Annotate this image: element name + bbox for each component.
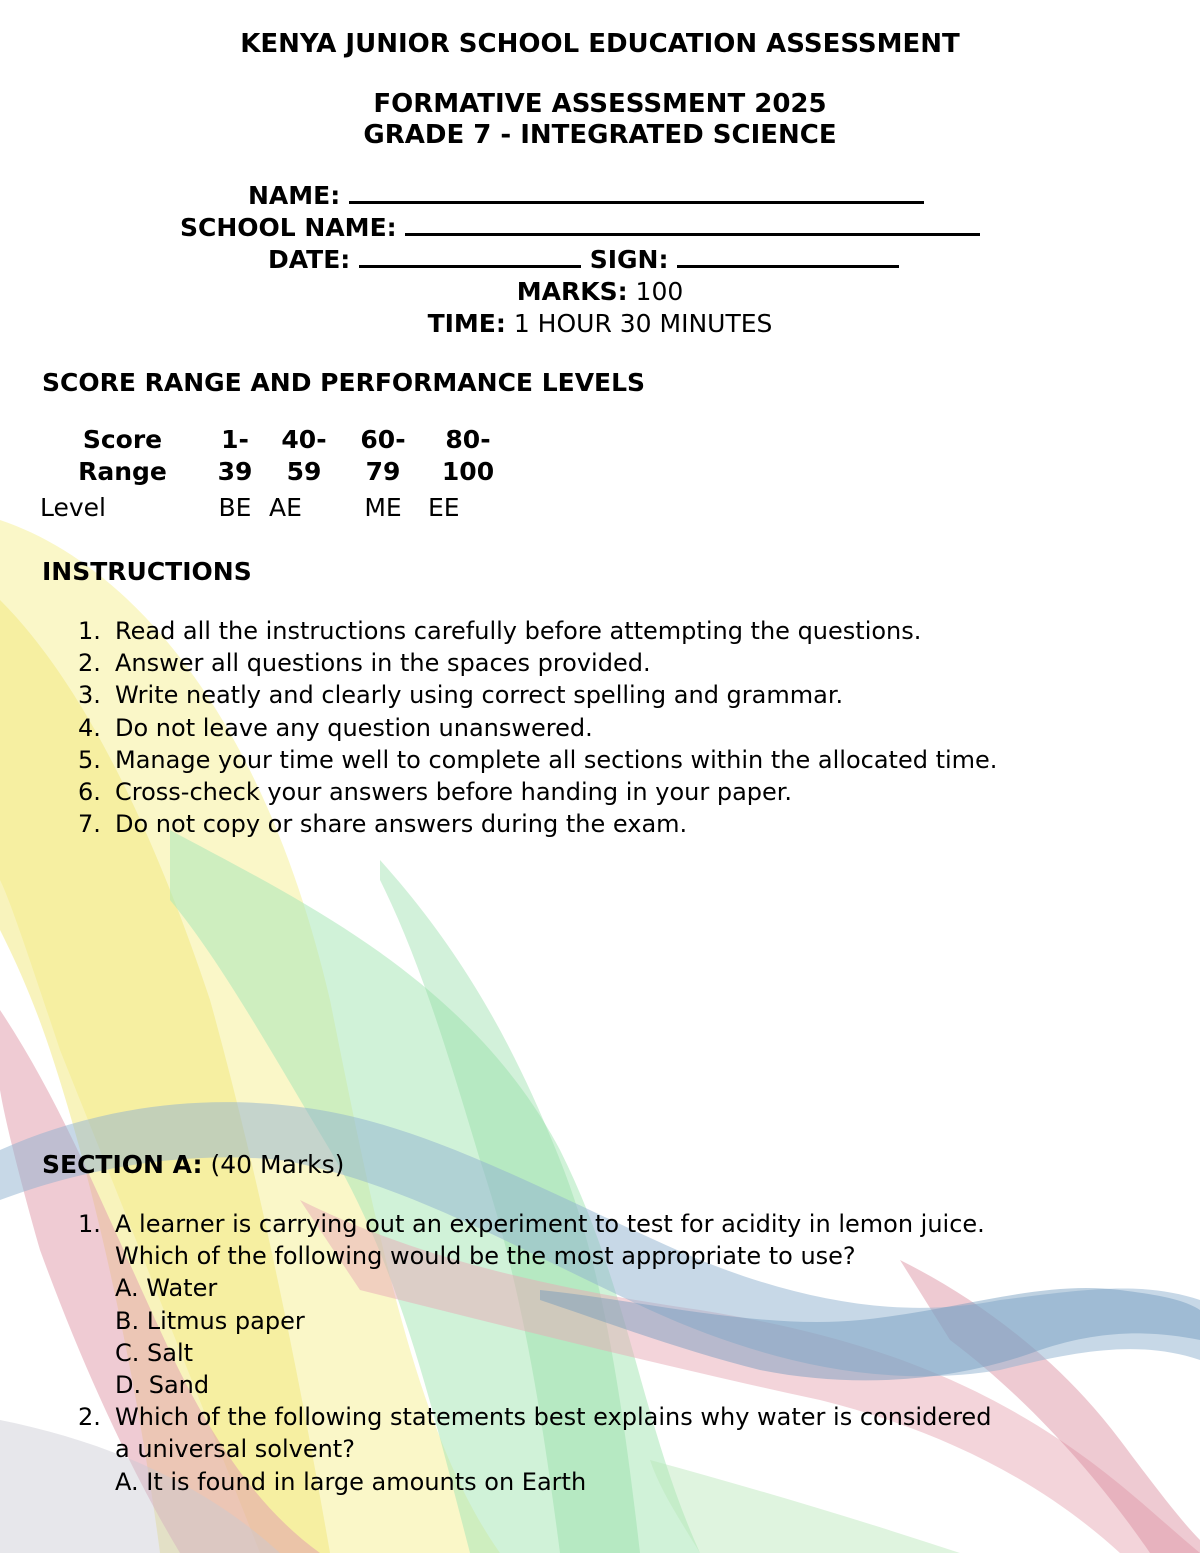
time-line: [0, 308, 1200, 340]
section-a-heading: [42, 1149, 344, 1181]
item-number: 1.: [78, 617, 101, 645]
time-value: 1 HOUR 30 MINUTES: [513, 309, 773, 338]
range-cell: [205, 424, 265, 488]
range-from: 1-: [221, 425, 249, 454]
sign-line[interactable]: [677, 243, 899, 268]
instructions-heading: INSTRUCTIONS: [42, 557, 252, 586]
name-label: NAME:: [248, 181, 341, 210]
range-cell: [343, 424, 423, 488]
range-from: 60-: [360, 425, 406, 454]
answer-option[interactable]: B. Litmus paper: [115, 1306, 305, 1335]
question-number: 2.: [78, 1403, 101, 1432]
exam-grade-subject: GRADE 7 - INTEGRATED SCIENCE: [363, 120, 837, 150]
list-item: [42, 647, 997, 679]
item-number: 7.: [78, 810, 101, 839]
time-label: TIME:: [427, 309, 506, 338]
range-to: 39: [217, 457, 253, 486]
item-text: Cross-check your answers before handing in your paper.: [115, 778, 793, 807]
range-cell: [423, 424, 513, 488]
sign-label: SIGN:: [589, 245, 669, 274]
answer-option[interactable]: A. It is found in large amounts on Earth: [115, 1467, 587, 1496]
item-number: 6.: [78, 778, 101, 807]
school-name-field[interactable]: [180, 211, 980, 244]
score-range-header: [40, 424, 205, 488]
item-number: 4.: [78, 713, 101, 742]
list-item: [42, 679, 997, 711]
level-cell: AE: [269, 493, 302, 522]
section-a-questions: [42, 1208, 991, 1498]
list-item: [42, 712, 997, 744]
name-line[interactable]: [349, 179, 924, 204]
marks-label: MARKS:: [516, 277, 628, 306]
range-to: 59: [286, 457, 322, 486]
question-number: 1.: [78, 1210, 101, 1238]
score-section-heading: SCORE RANGE AND PERFORMANCE LEVELS: [42, 368, 646, 397]
item-text: Read all the instructions carefully before attempting the questions.: [115, 617, 922, 645]
score-header-line1: Score: [82, 425, 163, 454]
marks-value: 100: [635, 277, 684, 306]
list-item: [42, 615, 997, 647]
question-item: [42, 1401, 991, 1498]
item-text: Manage your time well to complete all sections within the allocated time.: [115, 745, 998, 774]
question-text: A learner is carrying out an experiment to test for acidity in lemon juice.: [115, 1210, 985, 1238]
range-to: 100: [441, 457, 495, 486]
level-row: [40, 488, 513, 524]
date-sign-row: [268, 243, 899, 276]
item-text: Write neatly and clearly using correct spelling and grammar.: [115, 681, 844, 710]
item-number: 5.: [78, 745, 101, 774]
score-range-table: [40, 424, 513, 524]
question-text: Which of the following statements best explains why water is considered: [115, 1403, 992, 1432]
section-a-marks: (40 Marks): [210, 1150, 345, 1179]
list-item: [42, 776, 997, 808]
exam-title: KENYA JUNIOR SCHOOL EDUCATION ASSESSMENT: [240, 29, 960, 59]
date-label: DATE:: [268, 245, 351, 274]
list-item: [42, 744, 997, 776]
item-number: 3.: [78, 681, 101, 710]
section-a-title: SECTION A:: [42, 1150, 203, 1179]
marks-line: [0, 276, 1200, 308]
range-from: 40-: [281, 425, 327, 454]
answer-option[interactable]: D. Sand: [115, 1371, 210, 1400]
level-cell: BE: [218, 493, 252, 522]
list-item: [42, 808, 997, 840]
instructions-list: [42, 615, 997, 840]
level-label: Level: [40, 493, 106, 522]
question-text: a universal solvent?: [115, 1435, 355, 1464]
item-number: 2.: [78, 649, 101, 678]
question-item: [42, 1208, 991, 1401]
exam-subtitle: FORMATIVE ASSESSMENT 2025: [373, 89, 827, 119]
score-range-row: [40, 424, 513, 488]
answer-option[interactable]: C. Salt: [115, 1338, 194, 1367]
question-text: Which of the following would be the most appropriate to use?: [115, 1242, 856, 1271]
range-from: 80-: [445, 425, 491, 454]
score-header-line2: Range: [78, 457, 167, 486]
level-cell: EE: [428, 493, 460, 522]
school-name-label: SCHOOL NAME:: [180, 213, 397, 242]
range-to: 79: [365, 457, 401, 486]
school-name-line[interactable]: [405, 211, 980, 236]
range-cell: [265, 424, 343, 488]
name-field[interactable]: [248, 179, 924, 212]
item-text: Answer all questions in the spaces provided.: [115, 649, 651, 678]
level-cell: ME: [364, 493, 402, 522]
date-line[interactable]: [359, 243, 581, 268]
item-text: Do not leave any question unanswered.: [115, 713, 593, 742]
answer-option[interactable]: A. Water: [115, 1274, 218, 1303]
item-text: Do not copy or share answers during the exam.: [115, 810, 688, 839]
